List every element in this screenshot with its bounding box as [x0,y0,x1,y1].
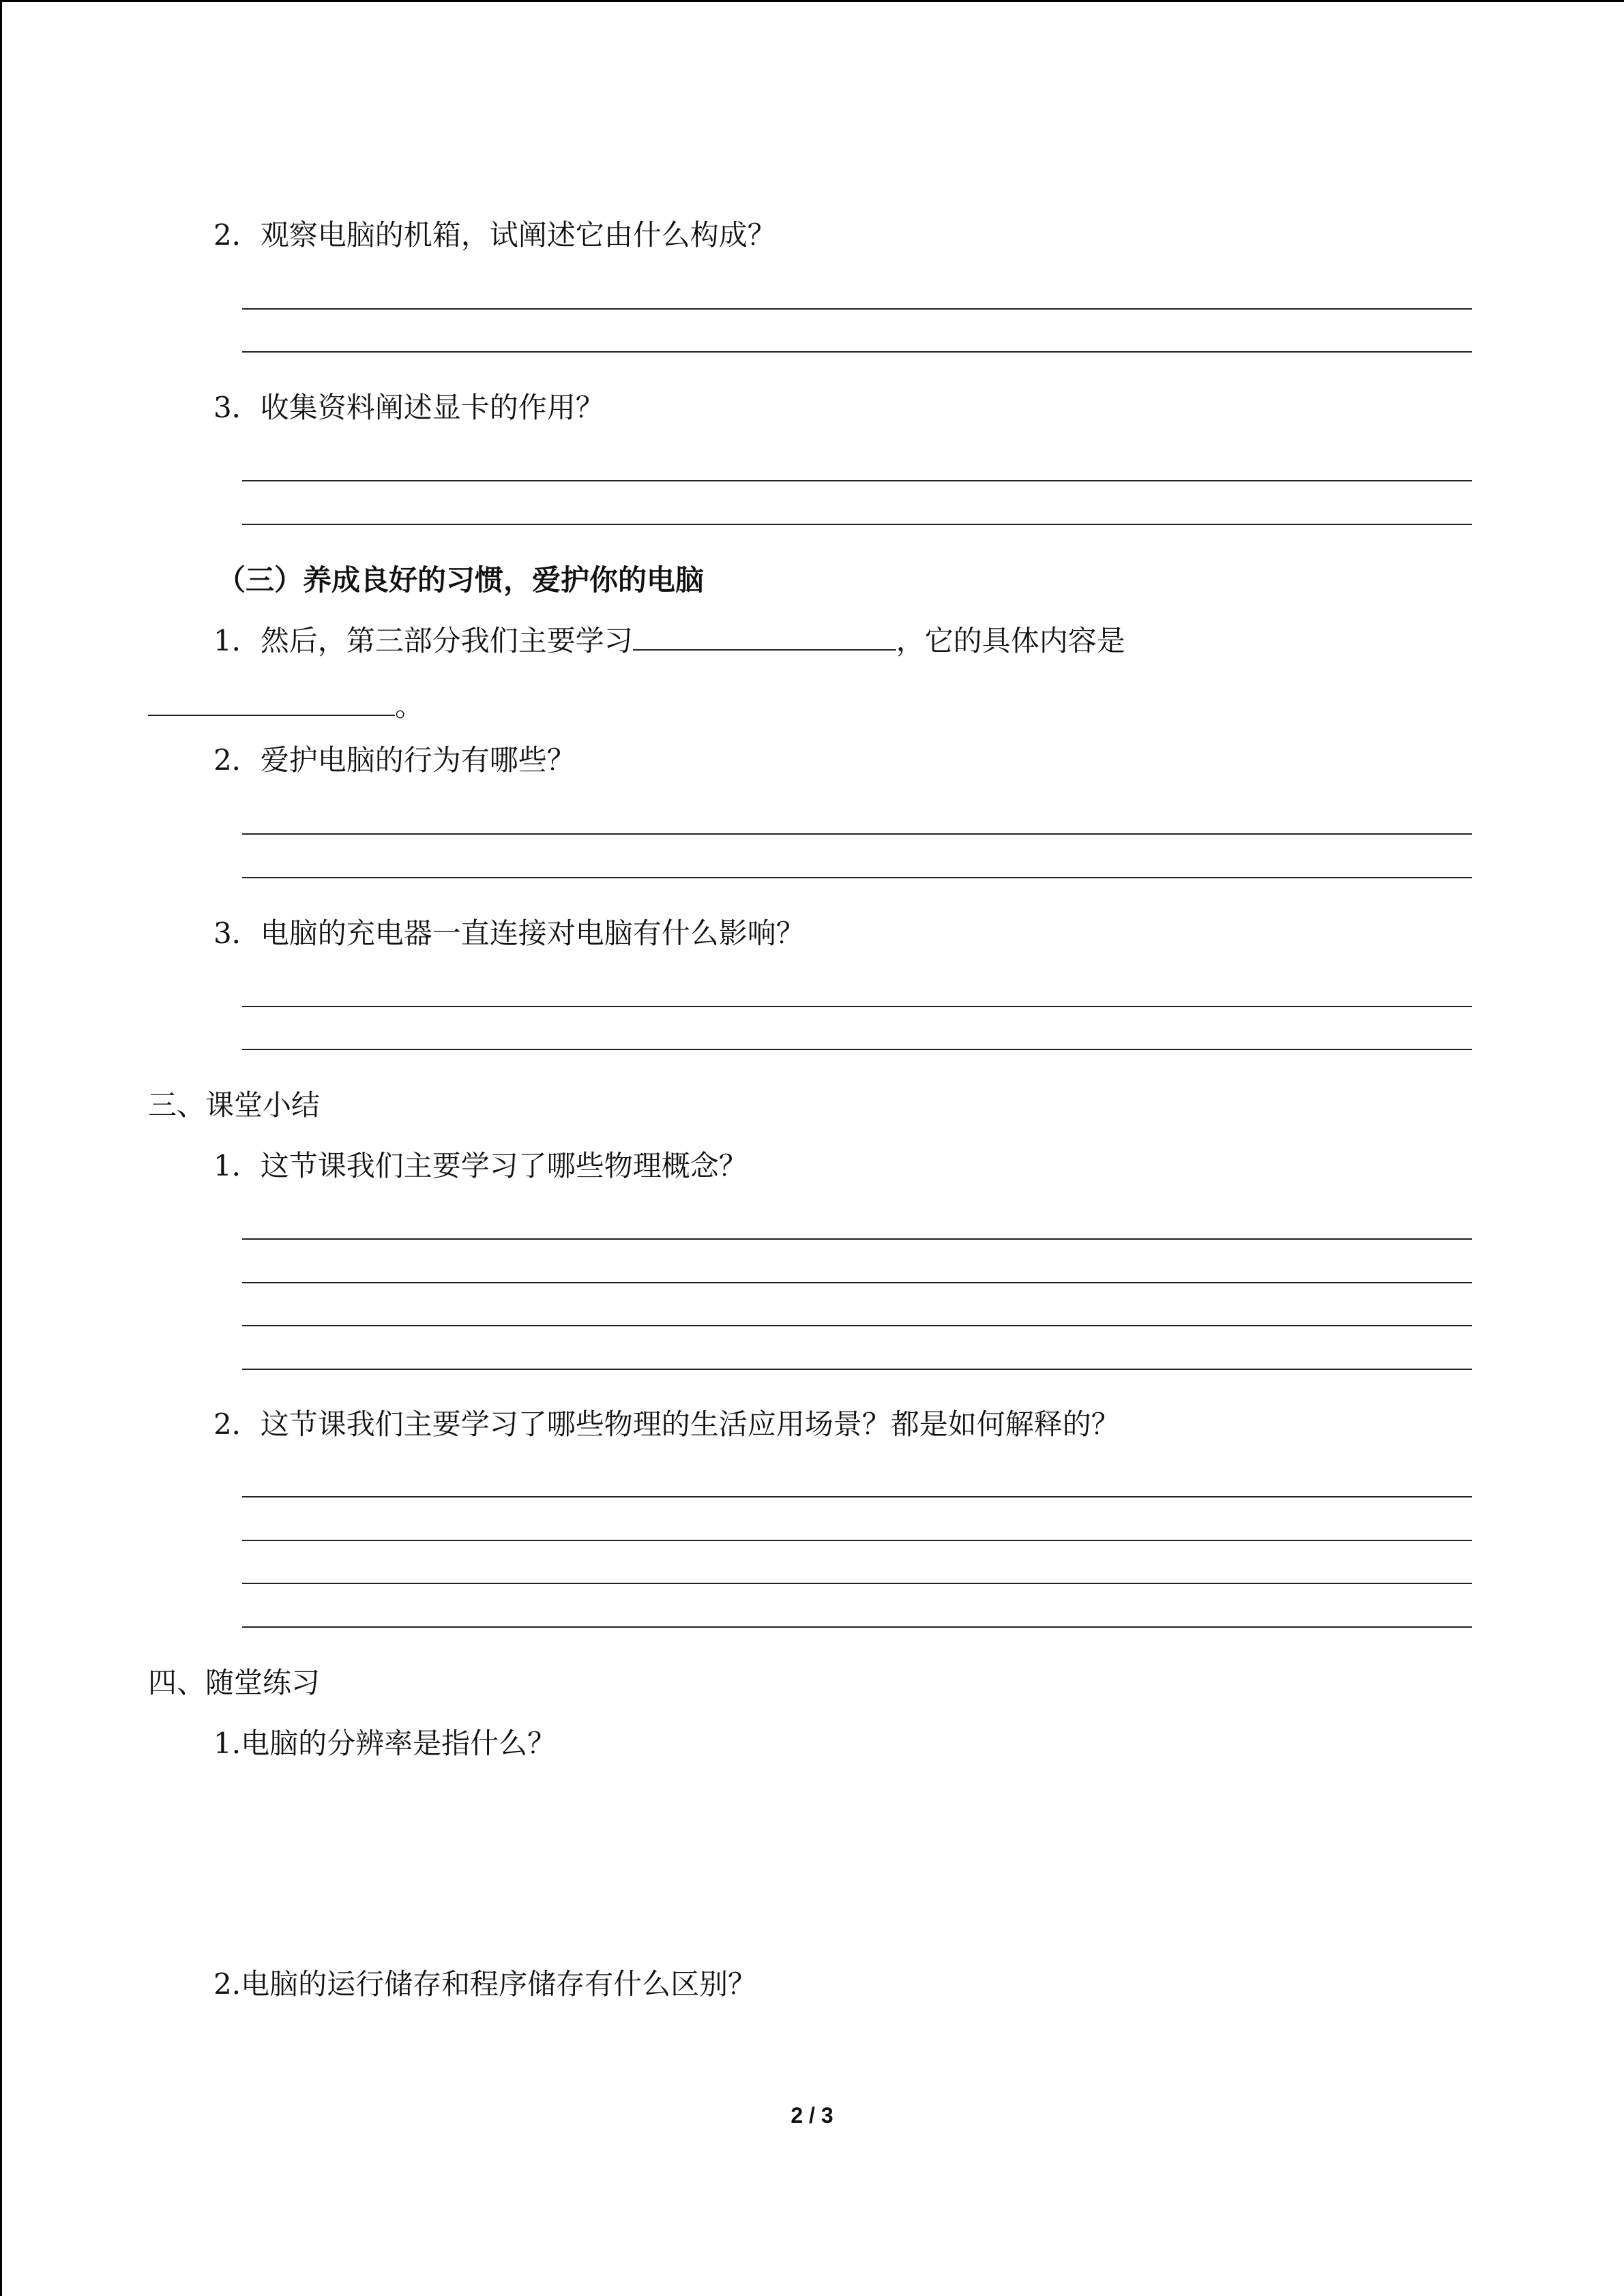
answer-line[interactable] [242,1626,1472,1628]
answer-line[interactable] [242,480,1472,481]
answer-line[interactable] [242,1006,1472,1007]
answer-line[interactable] [242,1238,1472,1240]
question-fill-blank-continued [148,687,424,725]
question-fill-blank-text-2: ，它的具体内容是 [896,624,1125,657]
answer-line[interactable] [242,524,1472,525]
fill-blank-1[interactable] [633,622,896,651]
question-resolution: 1.电脑的分辨率是指什么？ [213,1727,557,1760]
page-number: 2 / 3 [791,2103,833,2128]
answer-line[interactable] [242,1049,1472,1050]
answer-line[interactable] [242,1325,1472,1326]
question-fill-blank-text: 1．然后，第三部分我们主要学习 [213,624,633,657]
answer-line[interactable] [242,833,1472,835]
answer-line[interactable] [242,1369,1472,1370]
answer-line[interactable] [242,351,1472,353]
section-heading-summary: 三、课堂小结 [148,1088,321,1122]
question-fill-blank-end: 。 [395,689,424,723]
answer-line[interactable] [242,1496,1472,1497]
answer-line[interactable] [242,1540,1472,1541]
section-heading-practice: 四、随堂练习 [148,1666,321,1699]
question-fill-blank [213,622,1125,659]
question-charger: 3．电脑的充电器一直连接对电脑有什么影响？ [213,916,805,950]
answer-line[interactable] [242,1583,1472,1584]
question-storage: 2.电脑的运行储存和程序储存有什么区别？ [213,1967,757,2001]
answer-line[interactable] [242,308,1472,310]
answer-line[interactable] [242,1282,1472,1283]
question-graphics-card: 3．收集资料阐述显卡的作用？ [213,391,604,424]
question-care-behaviors: 2．爱护电脑的行为有哪些？ [213,743,576,777]
fill-blank-2[interactable] [148,687,395,716]
question-computer-case: 2．观察电脑的机箱，试阐述它由什么构成？ [213,218,776,252]
question-physics-applications: 2．这节课我们主要学习了哪些物理的生活应用场景？都是如何解释的？ [213,1407,1120,1441]
question-physics-concepts: 1．这节课我们主要学习了哪些物理概念？ [213,1149,748,1182]
answer-line[interactable] [242,877,1472,878]
section-heading-care: （三）养成良好的习惯，爱护你的电脑 [217,563,705,597]
